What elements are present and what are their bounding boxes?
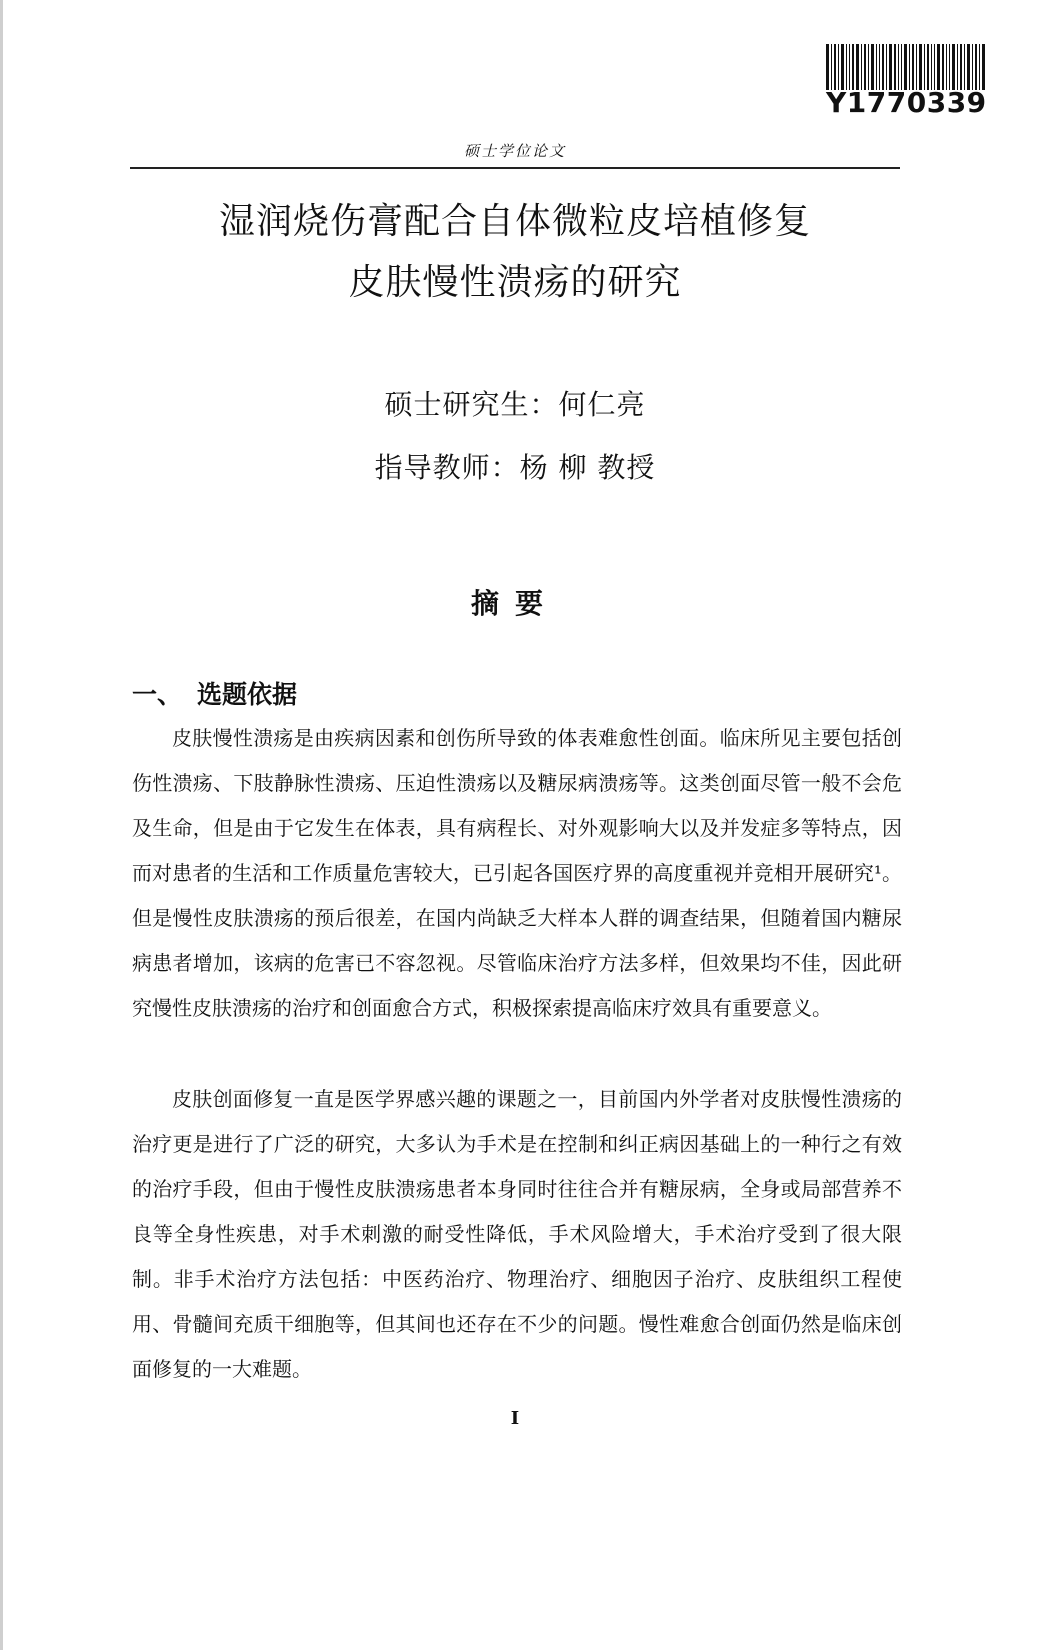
section-heading: [132, 675, 297, 711]
section-title: 选题依据: [197, 680, 298, 709]
scan-edge: [0, 0, 3, 1650]
section-number: 一、: [132, 680, 183, 709]
header-rule: [130, 167, 900, 169]
paragraph-1: 皮肤慢性溃疡是由疾病因素和创伤所导致的体表难愈性创面。临床所见主要包括创伤性溃疡、下肢静脉性溃疡、压迫性溃疡以及糖尿病溃疡等。这类创面尽管一般不会危及生命，但是由于它发生在体表，具有病程长、对外观影响大以及并发症多等特点，因而对患者的生活和工作质量危害较大，已引起各国医疗界的高度重视并竞相开展研究¹。但是慢性皮肤溃疡的预后很差，在国内尚缺乏大样本人群的调查结果，但随着国内糖尿病患者增加，该病的危害已不容忽视。尽管临床治疗方法多样，但效果均不佳，因此研究慢性皮肤溃疡的治疗和创面愈合方式，积极探索提高临床疗效具有重要意义。: [132, 726, 902, 1020]
running-header: 硕士学位论文: [463, 142, 566, 160]
barcode-number: Y1770339: [826, 86, 987, 119]
title-line-1: 湿润烧伤膏配合自体微粒皮培植修复: [218, 201, 811, 242]
abstract-heading: 摘要: [470, 587, 559, 620]
title-line-2: 皮肤慢性溃疡的研究: [348, 262, 682, 303]
paragraph-2: 皮肤创面修复一直是医学界感兴趣的课题之一，目前国内外学者对皮肤慢性溃疡的治疗更是进行了广泛的研究，大多认为手术是在控制和纠正病因基础上的一种行之有效的治疗手段，但由于慢性皮肤溃疡患者本身同时往往合并有糖尿病，全身或局部营养不良等全身性疾患，对手术刺激的耐受性降低，手术风险增大，手术治疗受到了很大限制。非手术治疗方法包括：中医药治疗、物理治疗、细胞因子治疗、皮肤组织工程使用、骨髓间充质干细胞等，但其间也还存在不少的问题。慢性难愈合创面仍然是临床创面修复的一大难题。: [132, 1087, 902, 1381]
advisor-line: 指导教师：杨 柳 教授: [374, 451, 656, 484]
page-number: I: [510, 1408, 520, 1429]
student-line: 硕士研究生：何仁亮: [384, 388, 646, 421]
barcode-graphic: [826, 44, 994, 90]
